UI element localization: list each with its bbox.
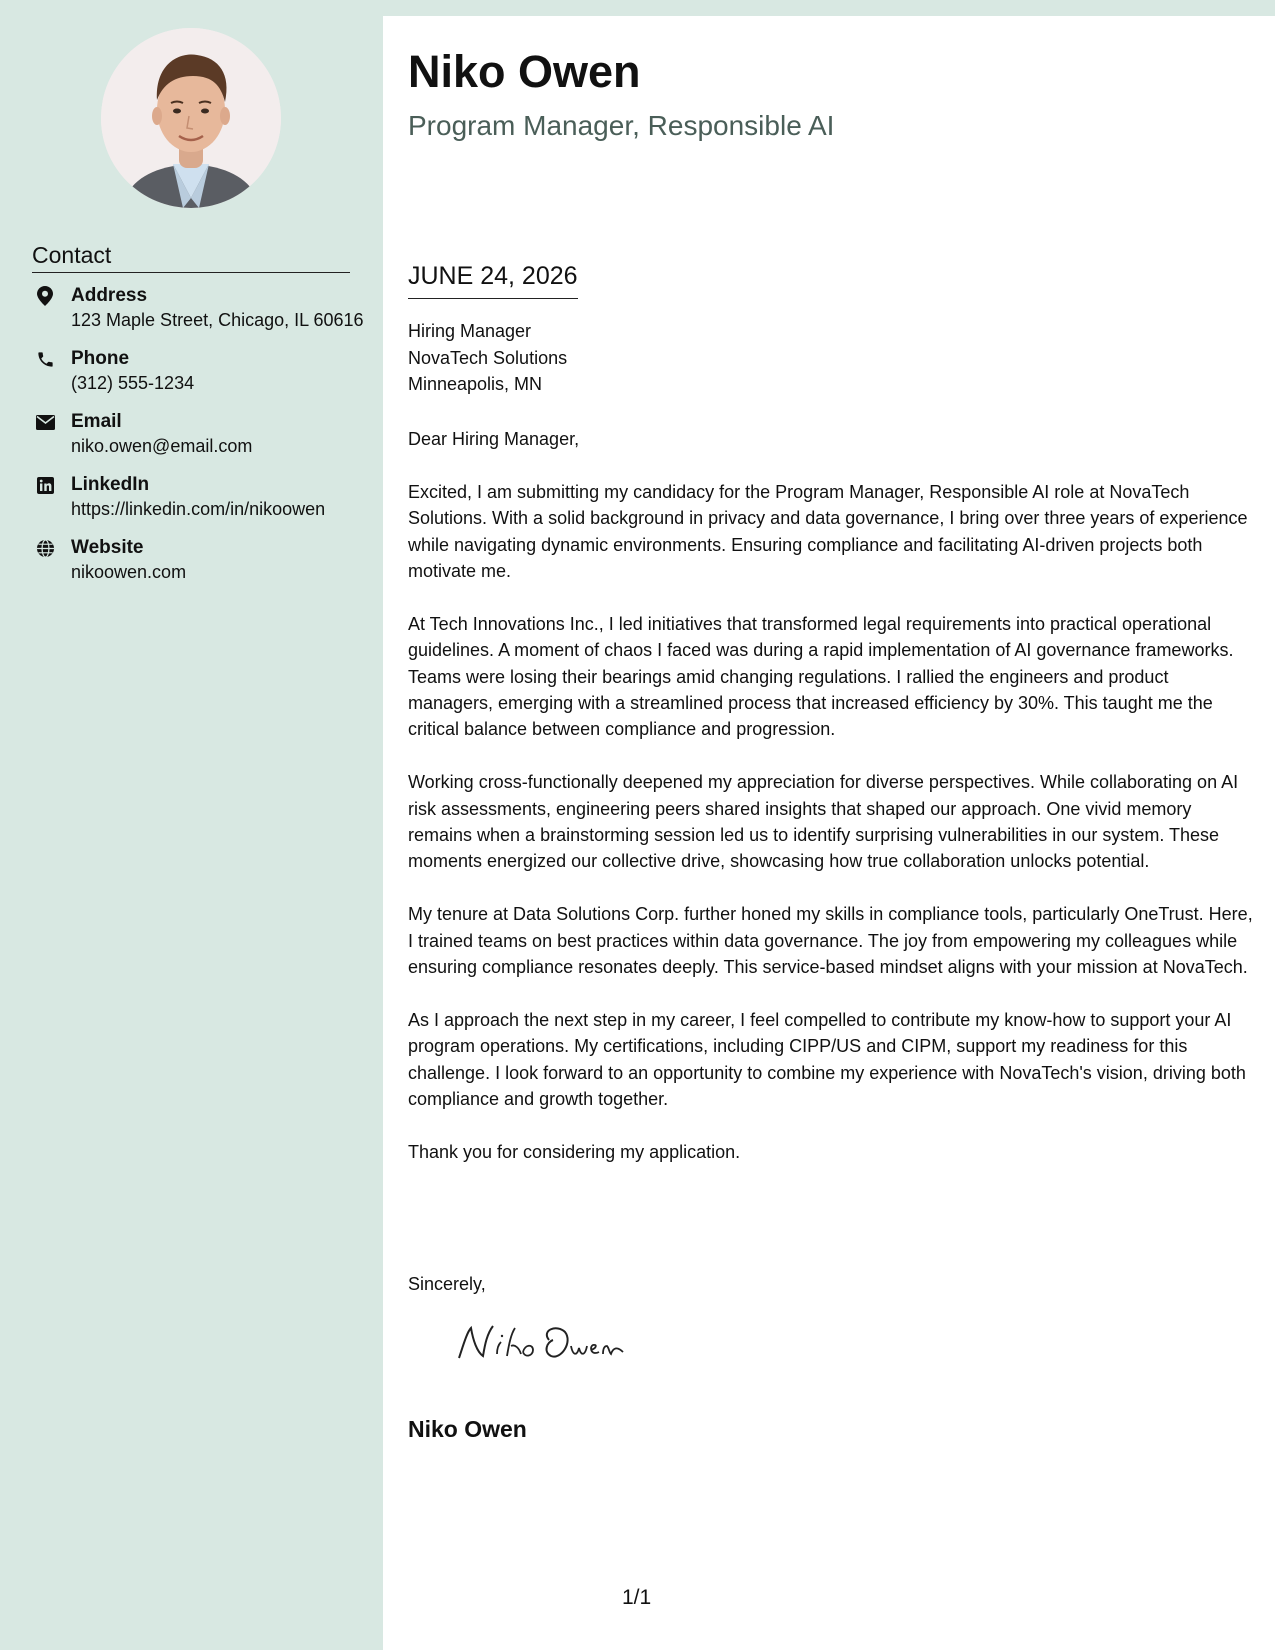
job-title: Program Manager, Responsible AI bbox=[408, 110, 835, 141]
recipient-line: Hiring Manager bbox=[408, 321, 532, 341]
contact-website bbox=[32, 535, 372, 585]
map-pin-icon bbox=[35, 286, 55, 306]
handwritten-signature bbox=[453, 1318, 633, 1368]
phone-icon bbox=[35, 349, 55, 369]
applicant-name: Niko Owen bbox=[408, 46, 641, 97]
salutation: Dear Hiring Manager, bbox=[408, 429, 580, 449]
letter-body bbox=[383, 16, 1275, 1650]
contact-email bbox=[32, 409, 372, 459]
page-number: 1/1 bbox=[622, 1586, 652, 1609]
contact-label-phone: Phone bbox=[71, 348, 130, 369]
letter-content bbox=[408, 426, 1253, 1192]
recipient-location: Minneapolis, MN bbox=[408, 374, 543, 394]
closing: Sincerely, bbox=[408, 1274, 486, 1294]
paragraph: Thank you for considering my application. bbox=[408, 1141, 741, 1162]
paragraph: At Tech Innovations Inc., I led initiatives that transformed legal requirements into practical operational guidelines. A moment of chaos I faced was during a rapid implementation of AI governance frameworks. Teams were losing their bearings amid changing regulations. I rallied the engineers and product managers, emerging with a streamlined process that increased efficiency by 30%. This taught me the critical balance between compliance and progression. bbox=[408, 613, 1234, 740]
contact-value-address: 123 Maple Street, Chicago, IL 60616 bbox=[71, 310, 364, 330]
linkedin-icon bbox=[35, 475, 55, 495]
recipient-company: NovaTech Solutions bbox=[408, 347, 568, 368]
contact-label-linkedin: LinkedIn bbox=[71, 474, 150, 495]
paragraph: Excited, I am submitting my candidacy for the Program Manager, Responsible AI role at NovaTech Solutions. With a solid background in privacy and data governance, I bring over three years of experience while navigating dynamic environments. Ensuring compliance and facilitating AI-driven projects both motivate me. bbox=[408, 481, 1248, 582]
recipient-block bbox=[408, 318, 567, 398]
paragraph: As I approach the next step in my career, I feel compelled to contribute my know-how to support your AI program operations. My certifications, including CIPP/US and CIPM, support my readiness for this challenge. I look forward to an opportunity to combine my experience with NovaTech's vision, driving both compliance and growth together. bbox=[408, 1009, 1246, 1110]
contact-label-address: Address bbox=[71, 285, 148, 306]
globe-icon bbox=[35, 538, 55, 558]
paragraph: Working cross-functionally deepened my appreciation for diverse perspectives. While collaborating on AI risk assessments, engineering peers shared insights that shaped our approach. One vivid memory remains when a brainstorming session led us to identify surprising vulnerabilities in our system. These moments energized our collective drive, showcasing how true collaboration unlocks potential. bbox=[408, 772, 1239, 872]
contact-label-website: Website bbox=[71, 537, 144, 558]
sidebar bbox=[0, 0, 383, 1650]
contact-address bbox=[32, 283, 372, 333]
paragraph: My tenure at Data Solutions Corp. further honed my skills in compliance tools, particularly OneTrust. Here, I trained teams on best practices within data governance. The joy from empowering my colleagues while ensuring compliance resonates deeply. This service-based mindset aligns with your mission at NovaTech. bbox=[408, 904, 1253, 978]
letter-date: JUNE 24, 2026 bbox=[408, 260, 578, 299]
contact-list bbox=[32, 283, 372, 598]
contact-value-linkedin: https://linkedin.com/in/nikoowen bbox=[71, 499, 326, 519]
contact-linkedin bbox=[32, 472, 372, 522]
envelope-icon bbox=[35, 412, 55, 432]
contact-value-phone: (312) 555-1234 bbox=[71, 373, 195, 393]
contact-phone bbox=[32, 346, 372, 396]
contact-value-email: niko.owen@email.com bbox=[71, 436, 253, 456]
contact-heading: Contact bbox=[32, 240, 350, 273]
profile-photo bbox=[101, 28, 281, 208]
profile-portrait-illustration bbox=[101, 28, 281, 208]
signed-name: Niko Owen bbox=[408, 1416, 527, 1442]
signature-drawing bbox=[453, 1318, 633, 1368]
contact-value-website: nikoowen.com bbox=[71, 562, 187, 582]
contact-label-email: Email bbox=[71, 411, 122, 432]
